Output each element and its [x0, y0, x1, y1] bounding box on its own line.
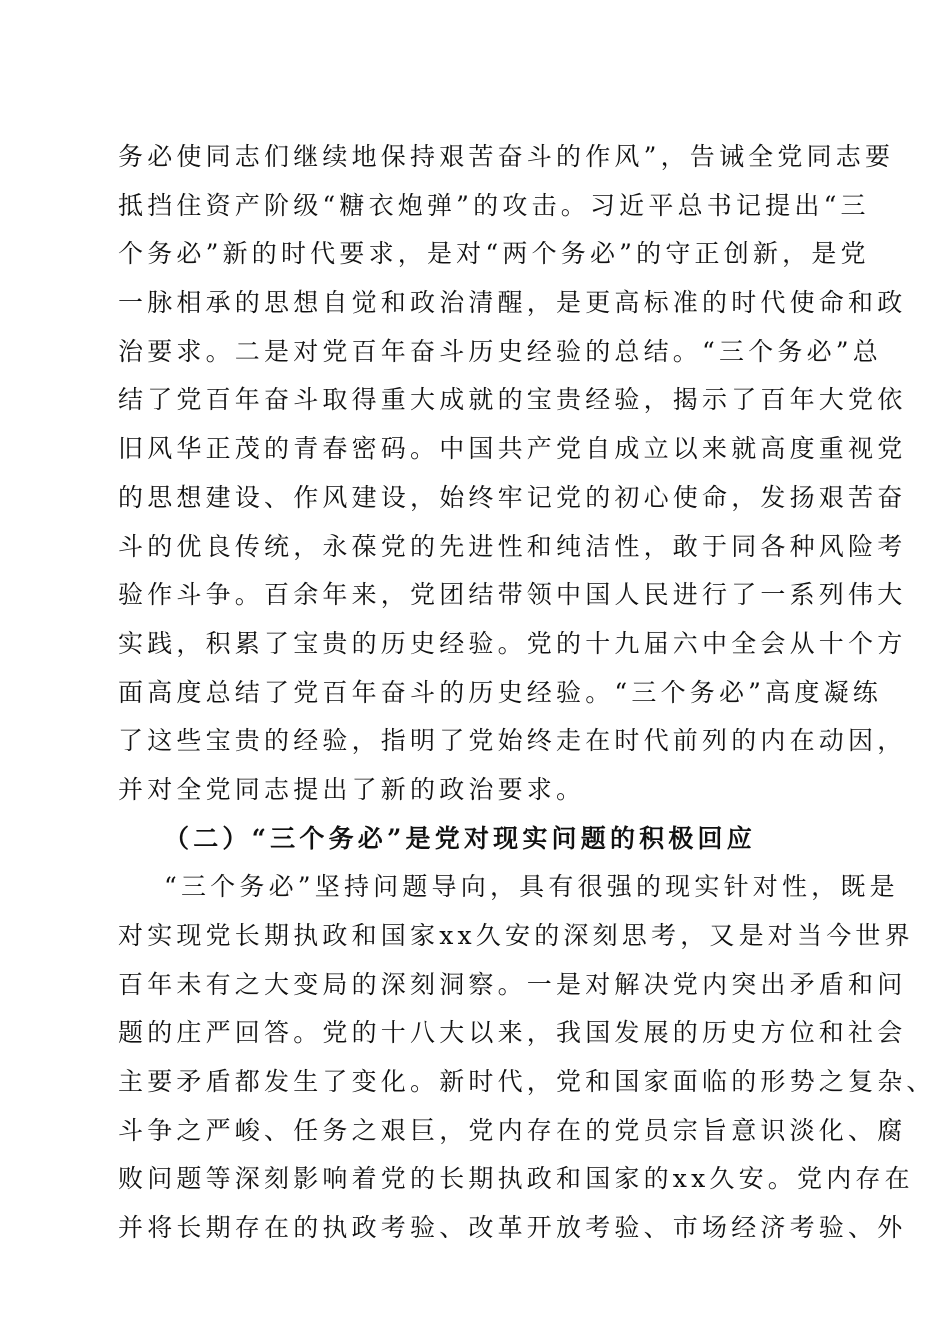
text-line: 败问题等深刻影响着党的长期执政和国家的xx久安。党内存在: [118, 1164, 914, 1194]
text-line: 实践，积累了宝贵的历史经验。党的十九届六中全会从十个方: [118, 628, 907, 658]
text-line: 一脉相承的思想自觉和政治清醒，是更高标准的时代使命和政: [118, 288, 907, 318]
text-line: 验作斗争。百余年来，党团结带领中国人民进行了一系列伟大: [118, 580, 907, 610]
text-line: 主要矛盾都发生了变化。新时代，党和国家面临的形势之复杂、: [118, 1067, 936, 1097]
text-line: 百年未有之大变局的深刻洞察。一是对解决党内突出矛盾和问: [118, 969, 907, 999]
text-line: 的思想建设、作风建设，始终牢记党的初心使命，发扬艰苦奋: [118, 482, 907, 512]
text-line: 斗争之严峻、任务之艰巨，党内存在的党员宗旨意识淡化、腐: [118, 1115, 907, 1145]
text-line: 抵挡住资产阶级“糖衣炮弹”的攻击。习近平总书记提出“三: [118, 190, 870, 220]
text-line: 并对全党同志提出了新的政治要求。: [118, 774, 586, 804]
text-line: 个务必”新的时代要求，是对“两个务必”的守正创新，是党: [118, 239, 870, 269]
text-line: 结了党百年奋斗取得重大成就的宝贵经验，揭示了百年大党依: [118, 385, 907, 415]
text-line: 面高度总结了党百年奋斗的历史经验。“三个务必”高度凝练: [118, 677, 882, 707]
text-line: 治要求。二是对党百年奋斗历史经验的总结。“三个务必”总: [118, 336, 882, 366]
text-line: 斗的优良传统，永葆党的先进性和纯洁性，敢于同各种风险考: [118, 531, 907, 561]
text-line: 题的庄严回答。党的十八大以来，我国发展的历史方位和社会: [118, 1018, 907, 1048]
text-line: 旧风华正茂的青春密码。中国共产党自成立以来就高度重视党: [118, 434, 907, 464]
text-line: “三个务必”坚持问题导向，具有很强的现实针对性，既是: [164, 872, 899, 902]
document-body: [118, 133, 936, 1253]
text-line: 了这些宝贵的经验，指明了党始终走在时代前列的内在动因，: [118, 726, 907, 756]
text-line: 务必使同志们继续地保持艰苦奋斗的作风”，告诫全党同志要: [118, 142, 895, 171]
text-line: 并将长期存在的执政考验、改革开放考验、市场经济考验、外: [118, 1213, 907, 1243]
text-line: 对实现党长期执政和国家xx久安的深刻思考，又是对当今世界: [118, 921, 914, 950]
section-heading: （二）“三个务必”是党对现实问题的积极回应: [164, 823, 756, 853]
